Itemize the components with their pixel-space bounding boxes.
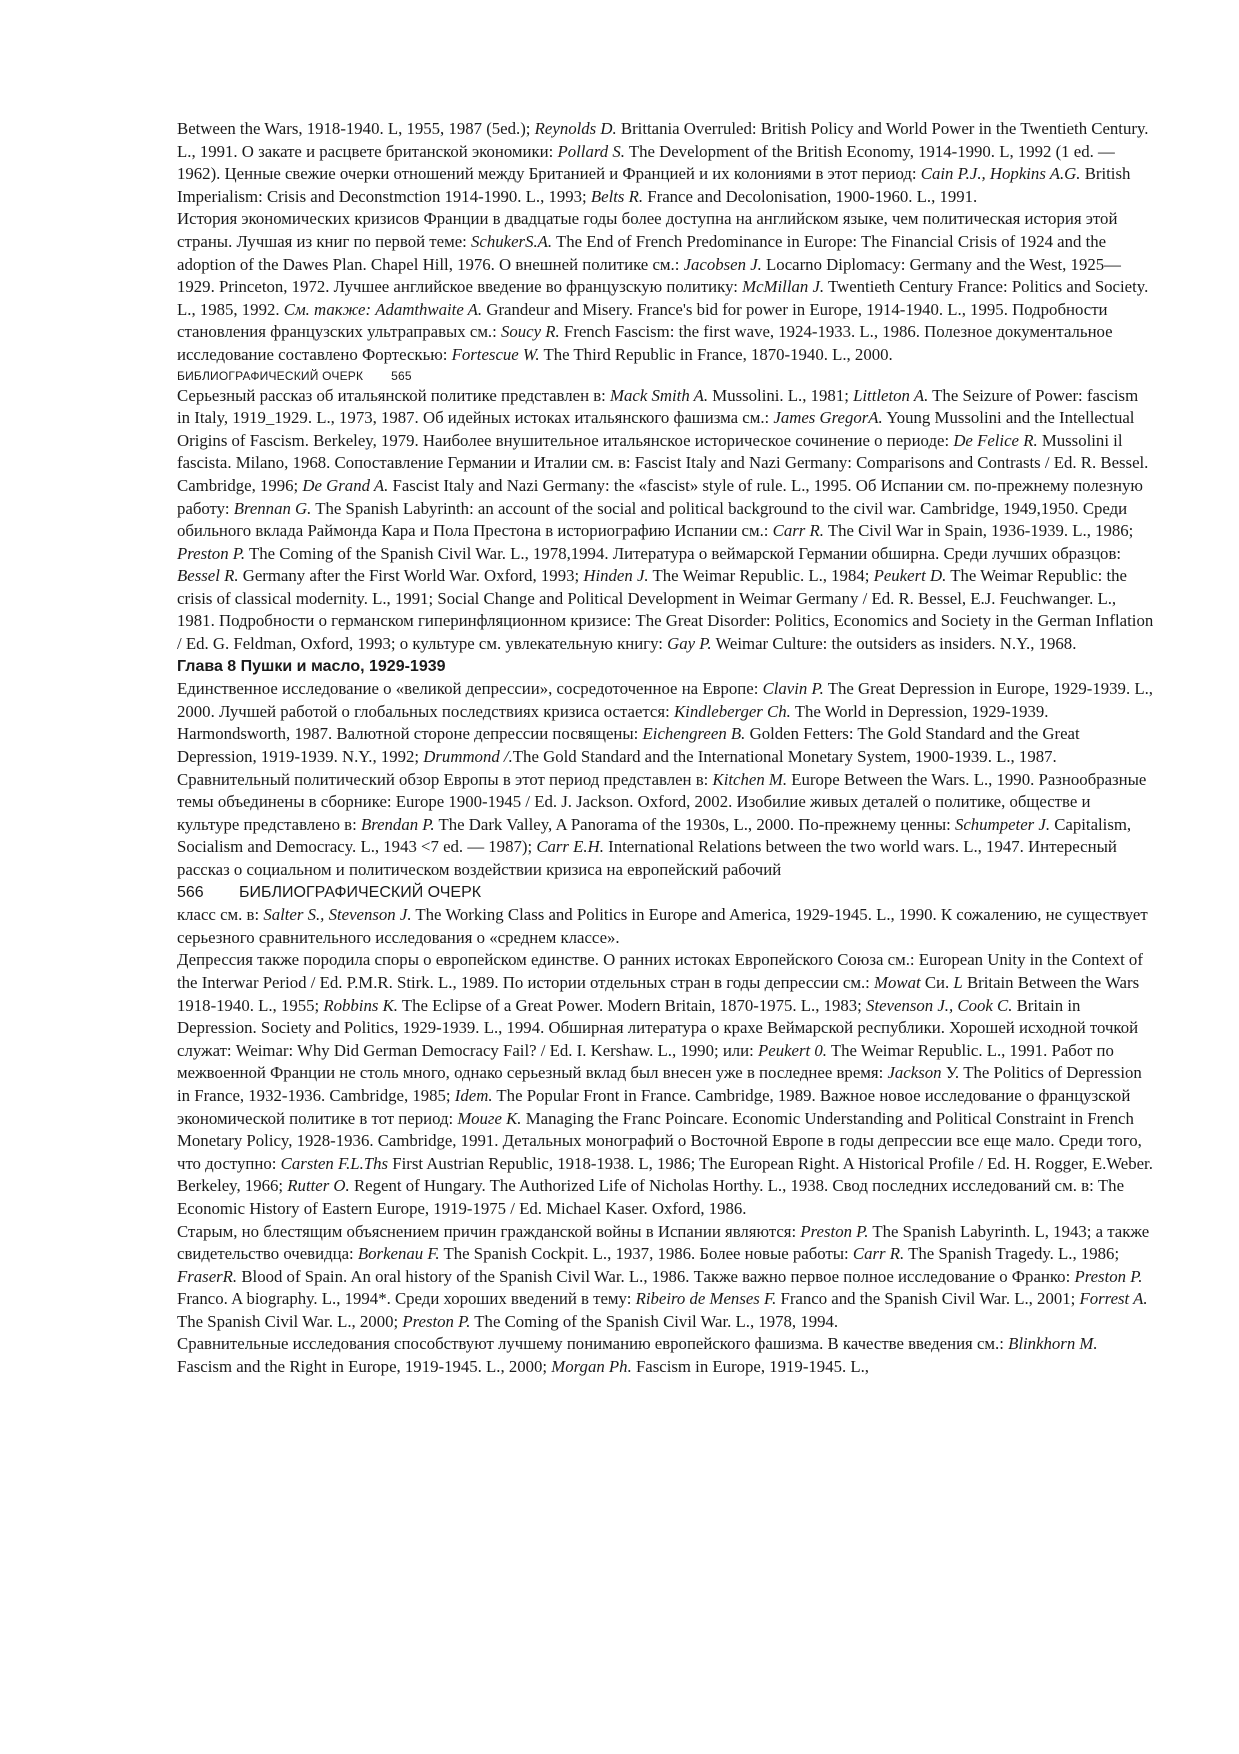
running-header-title: БИБЛИОГРАФИЧЕСКИЙ ОЧЕРК — [177, 368, 364, 383]
author-name: Preston P. — [800, 1221, 869, 1241]
author-name: SchukerS.A. — [471, 231, 553, 251]
text-span: British Imperialism: Crisis and Deconstmction 1914-1990. L., 1993; — [177, 164, 1131, 206]
text-span: Fascist Italy and Nazi Germany: the «fascist» style of rule. L., 1995. Об Испании см. по-прежнему полезную работу: — [177, 475, 1143, 518]
text-span: Blood of Spain. An oral history of the Spanish Civil War. L., 1986. Также важно первое полное исследование о Франко: — [237, 1266, 1075, 1286]
text-span: Europe Between the Wars. L., 1990. Разнообразные темы объединены в сборнике: Europe 1900-1945 / Ed. J. Jackson. Oxford, 2002. Изобилие живых деталей о политике, обществе и культуре представлено в: — [177, 769, 1147, 834]
text-span: Серьезный рассказ об итальянской политике представлен в: — [177, 385, 611, 405]
page-number: 566 — [177, 883, 204, 901]
author-name: FraserR. — [177, 1266, 238, 1286]
text-span: The Spanish Civil War. L., 2000; — [177, 1311, 403, 1331]
author-name: Bessel R. — [177, 566, 239, 586]
text-span: The Eclipse of a Great Power. Modern Britain, 1870-1975. L., 1983; — [397, 995, 867, 1015]
text-span: The Dark Valley, A Panorama of the 1930s, L., 2000. По-прежнему ценны: — [434, 814, 955, 834]
running-header — [177, 367, 1155, 385]
author-name: Soucy R. — [501, 322, 560, 342]
text-span: The Great Depression in Europe, 1929-1939. L., 2000. Лучшей работой о глобальных последствиях кризиса остается: — [177, 679, 1153, 721]
author-name: См. также: Adamthwaite A. — [283, 299, 483, 319]
text-span: Young Mussolini and the Intellectual Origins of Fascism. Berkeley, 1979. Наиболее внушительное итальянское историческое сочинение о периоде: — [177, 408, 1135, 450]
text-span: Franco. A biography. L., 1994*. Среди хороших введений в тему: — [177, 1289, 636, 1309]
paragraph — [177, 904, 1155, 949]
author-name: Kitchen M. — [712, 769, 788, 789]
document-page — [177, 118, 1155, 1379]
author-name: Reynolds D. — [534, 119, 617, 138]
text-span: Managing the Franc Poincare. Economic Understanding and Political Constraint in French Monetary Policy, 1928-1936. Cambridge, 1991. Детальных монографий о Восточной Европе в годы депрессии все еще мало. Среди того, что доступно: — [177, 1108, 1142, 1173]
page-number: 565 — [391, 368, 412, 383]
author-name: Blinkhorn M. — [1008, 1334, 1098, 1354]
author-name: Mack Smith A. — [610, 385, 709, 405]
author-name: Fortescue W. — [451, 344, 540, 364]
paragraph — [177, 678, 1155, 768]
paragraph — [177, 1221, 1155, 1334]
paragraph — [177, 1333, 1155, 1378]
author-name: McMillan J. — [742, 277, 825, 297]
author-name: Forrest A. — [1079, 1289, 1148, 1309]
text-span: The Spanish Labyrinth. L, 1943; а также свидетельство очевидца: — [177, 1221, 1150, 1264]
author-name: Borkenau F. — [357, 1244, 440, 1264]
text-span: The Weimar Republic. L., 1991. Работ по межвоенной Франции не столь много, однако серьезный вклад был внесен уже в последнее время: — [177, 1040, 1114, 1083]
text-span: Britain in Depression. Society and Politics, 1929-1939. L., 1994. Обширная литература о крахе Веймарской республики. Хорошей исходной точкой служат: Weimar: Why Did German Democracy Fail? / Ed. I. Kershaw. L., 1990; или: — [177, 995, 1139, 1060]
author-name: Preston P. — [177, 543, 246, 563]
author-name: Morgan Ph. — [551, 1357, 632, 1377]
text-span: Regent of Hungary. The Authorized Life of Nicholas Horthy. L., 1938. Свод последних исследований см. в: The Economic History of Eastern Europe, 1919-1975 / Ed. Michael Kaser. Oxford, 1986. — [177, 1176, 1125, 1218]
author-name: Littleton A. — [853, 385, 929, 405]
text-span: Fascism and the Right in Europe, 1919-1945. L., 2000; — [177, 1357, 552, 1377]
author-name: James GregorA. — [773, 408, 883, 428]
text-span: Единственное исследование о «великой депрессии», сосредоточенное на Европе: — [177, 679, 763, 699]
author-name: Schumpeter J. — [954, 814, 1051, 834]
author-name: Hinden J. — [583, 566, 649, 586]
text-span: Grandeur and Misery. France's bid for power in Europe, 1914-1940. L., 1995. Подробности становления французских ультраправых см.: — [177, 299, 1108, 342]
text-span: Fascism in Europe, 1919-1945. L., — [631, 1357, 870, 1377]
text-span: The End of French Predominance in Europe: The Financial Crisis of 1924 and the adoption of the Dawes Plan. Chapel Hill, 1976. О внешней политике см.: — [177, 231, 1107, 274]
text-span: France and Decolonisation, 1900-1960. L., 1991. — [643, 186, 978, 206]
text-span: The Spanish Tragedy. L., 1986; — [904, 1244, 1120, 1264]
paragraph — [177, 118, 1155, 208]
author-name: Mowat — [874, 972, 921, 992]
author-name: De Grand A. — [302, 475, 389, 495]
author-name: Salter S., Stevenson J. — [263, 905, 412, 925]
text-span: The Third Republic in France, 1870-1940. L., 2000. — [539, 344, 893, 364]
author-name: Gay P. — [667, 634, 712, 654]
text-span: The Seizure of Power: fascism in Italy, 1919_1929. L., 1973, 1987. Об идейных истоках итальянского фашизма см.: — [177, 385, 1139, 428]
author-name: Kindleberger Ch. — [673, 701, 791, 721]
text-span: Weimar Culture: the outsiders as insiders. N.Y., 1968. — [711, 634, 1077, 654]
text-span: International Relations between the two world wars. L., 1947. Интересный рассказ о социальном и политическом воздействии кризиса на европейский рабочий — [177, 837, 1117, 879]
author-name: Robbins K. — [323, 995, 398, 1015]
text-span: Brittania Overruled: British Policy and World Power in the Twentieth Century. L., 1991. О закате и расцвете британской экономики: — [177, 119, 1149, 161]
text-span: Mussolini. L., 1981; — [708, 385, 854, 405]
text-span: У. The Politics of Depression in France, 1932-1936. Cambridge, 1985; — [177, 1063, 1142, 1105]
text-span: The Spanish Labyrinth: an account of the social and political background to the civil war. Cambridge, 1949,1950. Среди обильного вклада Раймонда Кара и Пола Престона в историографию Испании см.: — [177, 498, 1128, 541]
author-name: Jackson — [887, 1063, 942, 1083]
text-span: The Gold Standard and the International Monetary System, 1900-1939. L., 1987. — [512, 747, 1057, 767]
author-name: Моиге K. — [457, 1108, 522, 1128]
author-name: Stevenson J., Cook C. — [866, 995, 1013, 1015]
author-name: Peukert 0. — [758, 1040, 827, 1060]
text-span: The Coming of the Spanish Civil War. L., 1978,1994. Литература о веймарской Германии обширна. Среди лучших образцов: — [245, 543, 1122, 563]
text-span: Golden Fetters: The Gold Standard and the Great Depression, 1919-1939. N.Y., 1992; — [177, 724, 1080, 767]
author-name: Rutter O. — [287, 1176, 350, 1196]
text-span: Сравнительные исследования способствуют лучшему пониманию европейского фашизма. В качестве введения см.: — [177, 1334, 1009, 1354]
author-name: Preston P. — [1074, 1266, 1143, 1286]
running-header-title: БИБЛИОГРАФИЧЕСКИЙ ОЧЕРК — [239, 883, 482, 901]
text-span: Locarno Diplomacy: Germany and the West, 1925—1929. Princeton, 1972. Лучшее английское введение во французскую политику: — [177, 254, 1121, 297]
text-span: Сравнительный политический обзор Европы в этот период представлен в: — [177, 769, 713, 789]
chapter-heading: Глава 8 Пушки и масло, 1929-1939 — [177, 657, 446, 675]
author-name: Jacobsen J. — [683, 254, 762, 274]
text-span: The Popular Front in France. Cambridge, 1989. Важное новое исследование о французской экономической политике в тот период: — [177, 1085, 1131, 1128]
text-span: The Civil War in Spain, 1936-1939. L., 1986; — [823, 521, 1134, 541]
author-name: Eichengreen B. — [642, 724, 746, 744]
author-name: Brennan G. — [233, 498, 312, 518]
author-name: Preston P. — [402, 1311, 471, 1331]
paragraph — [177, 385, 1155, 656]
text-span: Старым, но блестящим объяснением причин гражданской войны в Испании являются: — [177, 1221, 801, 1241]
author-name: Ribeiro de Menses F. — [635, 1289, 777, 1309]
text-span: The Development of the British Economy, 1914-1990. L, 1992 (1 ed. — 1962). Ценные свежие очерки отношений между Британией и Францией и их колониями в этот период: — [177, 141, 1115, 184]
text-span: First Austrian Republic, 1918-1938. L, 1986; The European Right. A Historical Profile / Ed. H. Rogger, E.Weber. Berkeley, 1966; — [177, 1153, 1153, 1196]
author-name: Drummond /. — [423, 747, 513, 767]
text-span: The World in Depression, 1929-1939. Harmondsworth, 1987. Валютной стороне депрессии посвящены: — [177, 701, 1049, 744]
author-name: Clavin P. — [762, 679, 824, 699]
text-span: Franco and the Spanish Civil War. L., 2001; — [776, 1289, 1080, 1309]
text-span: класс см. в: — [177, 905, 264, 925]
paragraph — [177, 769, 1155, 882]
text-span: The Weimar Republic. L., 1984; — [648, 566, 874, 586]
text-span: Си. — [920, 972, 954, 992]
author-name: Belts R. — [590, 186, 644, 206]
text-span: Capitalism, Socialism and Democracy. L., 1943 <7 ed. — 1987); — [177, 814, 1132, 857]
text-span: Mussolini il fascista. Milano, 1968. Сопоставление Германии и Италии см. в: Fascist Italy and Nazi Germany: Comparisons and Contrasts / Ed. R. Bessel. Cambridge, 1996; — [177, 430, 1149, 495]
text-span: Between the Wars, 1918-1940. L, 1955, 1987 (5ed.); — [177, 119, 535, 138]
author-name: Cain P.J., Hopkins A.G. — [920, 164, 1081, 184]
text-span: The Spanish Cockpit. L., 1937, 1986. Более новые работы: — [439, 1244, 853, 1264]
author-name: Carsten F.L.Ths — [280, 1153, 389, 1173]
text-span: The Coming of the Spanish Civil War. L., 1978, 1994. — [470, 1311, 839, 1331]
paragraph — [177, 949, 1155, 1220]
author-name: Pollard S. — [557, 141, 625, 161]
author-name: Carr R. — [772, 521, 824, 541]
running-header — [177, 882, 1155, 905]
text-span: French Fascism: the first wave, 1924-1933. L., 1986. Полезное документальное исследование составлено Фортескью: — [177, 322, 1113, 364]
author-name: Brendan P. — [360, 814, 435, 834]
text-span: Twentieth Century France: Politics and Society. L., 1985, 1992. — [177, 277, 1149, 319]
author-name: Idem. — [454, 1085, 493, 1105]
author-name: Carr E.H. — [536, 837, 604, 857]
author-name: De Felice R. — [953, 430, 1038, 450]
author-name: Carr R. — [852, 1244, 905, 1264]
author-name: Peukert D. — [873, 566, 947, 586]
text-span: Britain Between the Wars 1918-1940. L., 1955; — [177, 972, 1140, 1015]
text-span: The Weimar Republic: the crisis of classical modernity. L., 1991; Social Change and Political Development in Weimar Germany / Ed. R. Bessel, E.J. Feuchwanger. L., 1981. Подробности о германском гиперинфляционном кризисе: The Great Disorder: Politics, Economics and Society in the German Inflation / Ed. G. Feldman, Oxford, 1993; о культуре см. увлекательную книгу: — [177, 566, 1154, 654]
text-span: Germany after the First World War. Oxford, 1993; — [238, 566, 584, 586]
text-span: The Working Class and Politics in Europe and America, 1929-1945. L., 1990. К сожалению, не существует серьезного сравнительного исследования о «среднем классе». — [177, 905, 1148, 947]
author-name: L — [953, 972, 963, 992]
text-span: История экономических кризисов Франции в двадцатые годы более доступна на английском языке, чем политическая история этой страны. Лучшая из книг по первой теме: — [177, 209, 1118, 251]
text-span: Депрессия также породила споры о европейском единстве. О ранних истоках Европейского Союза см.: European Unity in the Context of the Interwar Period / Ed. P.M.R. Stirk. L., 1989. По истории отдельных стран в годы депрессии см.: — [177, 950, 1143, 992]
paragraph — [177, 208, 1155, 366]
